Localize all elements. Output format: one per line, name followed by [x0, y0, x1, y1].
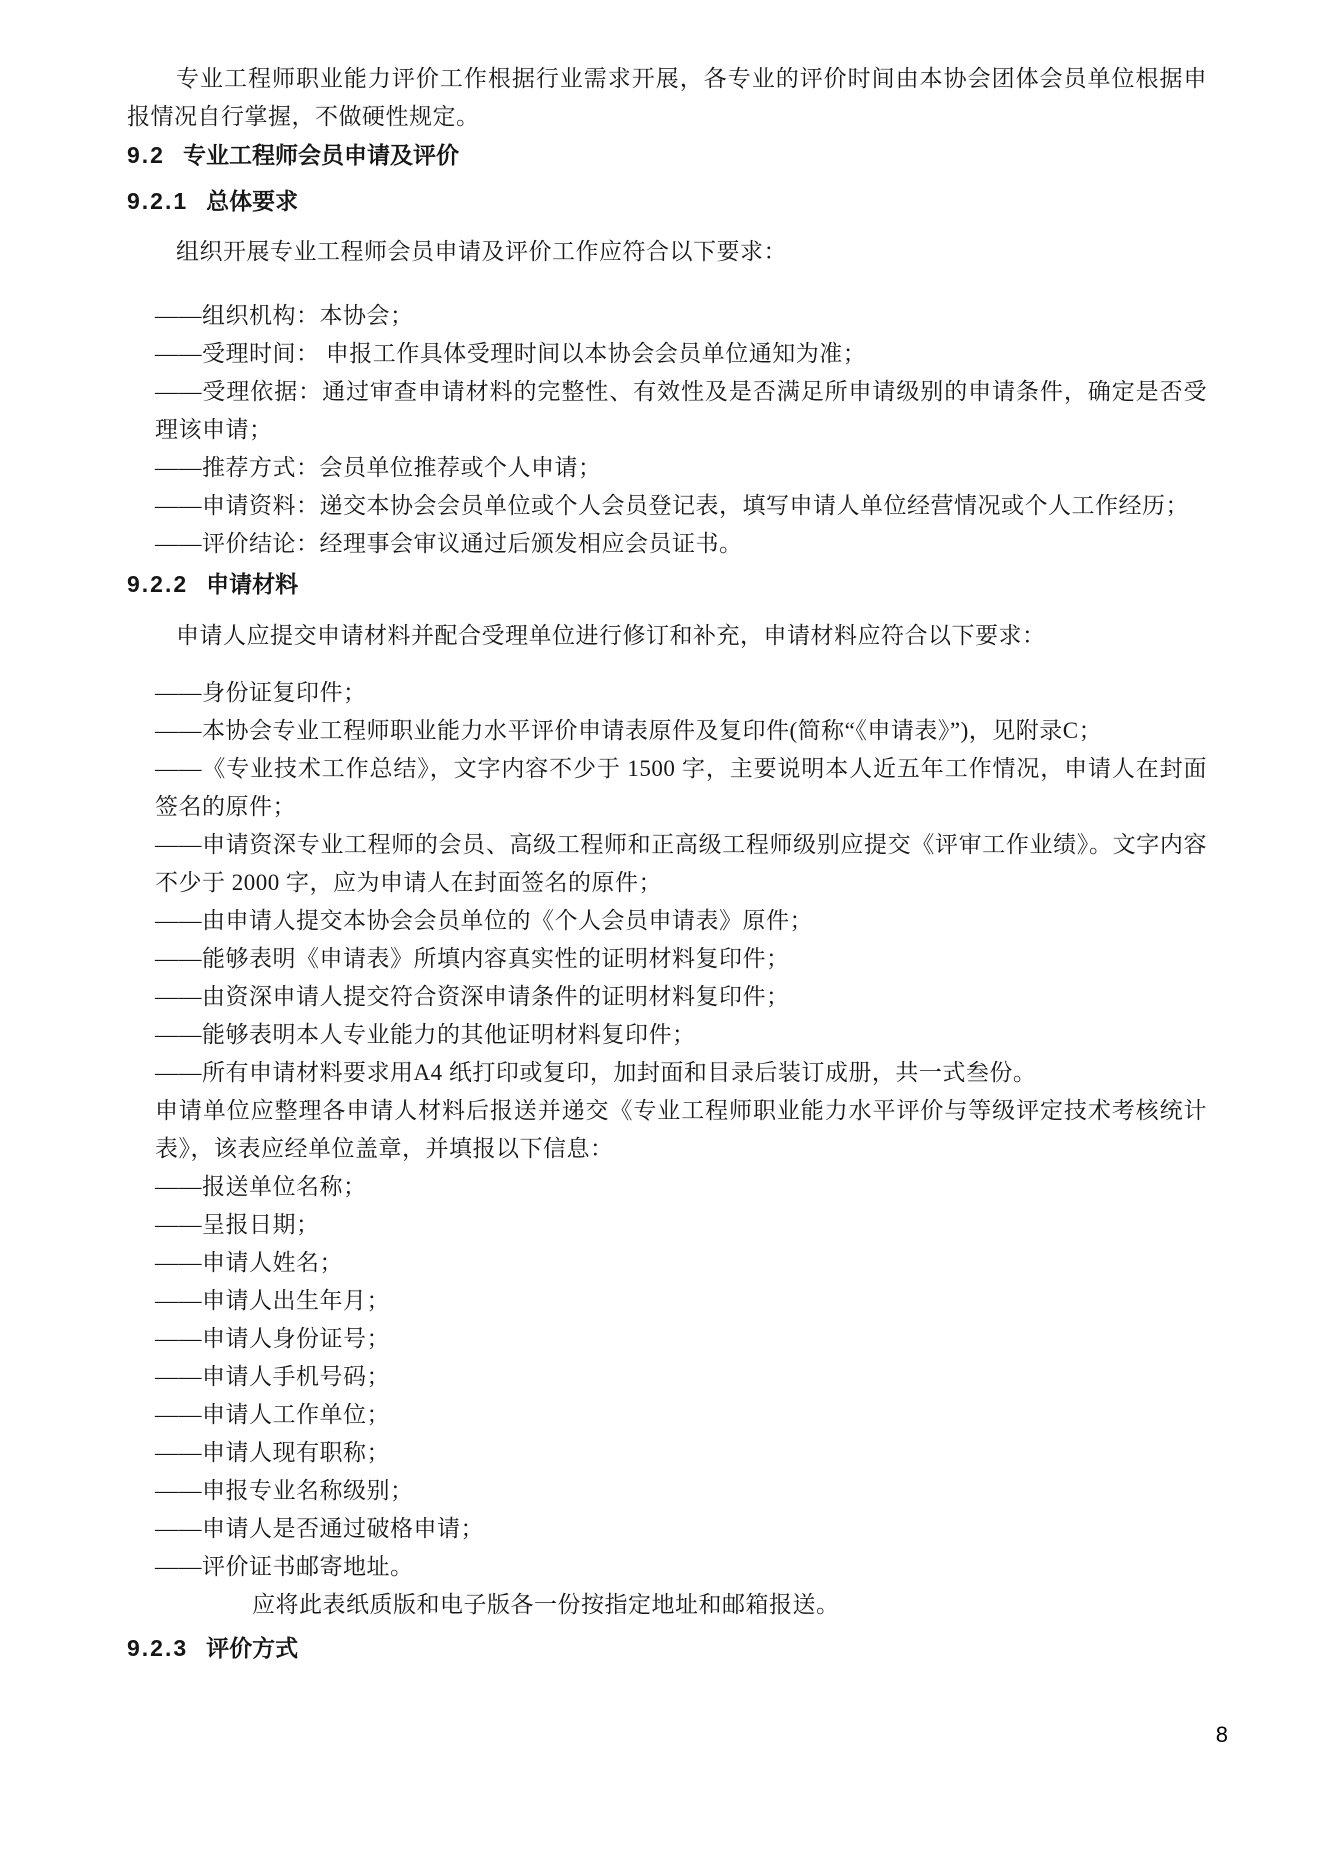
- list-item: ——推荐方式：会员单位推荐或个人申请；: [155, 455, 602, 480]
- section-number: 9.2.2: [127, 571, 189, 597]
- submission-note: 应将此表纸质版和电子版各一份按指定地址和邮箱报送。: [252, 1592, 840, 1617]
- list-item: ——本协会专业工程师职业能力水平评价申请表原件及复印件(简称“《申请表》”)，见附录C；: [155, 718, 1103, 743]
- list-item: ——所有申请材料要求用A4 纸打印或复印，加封面和目录后装订成册，共一式叁份。: [155, 1060, 1037, 1085]
- section-9-2-2-list: [155, 674, 1207, 1092]
- section-9-2-1-lead: 组织开展专业工程师会员申请及评价工作应符合以下要求：: [176, 239, 787, 264]
- list-item: ——申请资深专业工程师的会员、高级工程师和正高级工程师级别应提交《评审工作业绩》。文字内容不少于 2000 字，应为申请人在封面签名的原件；: [155, 832, 1207, 895]
- document-content: [127, 60, 1207, 1667]
- list-item: ——报送单位名称；: [155, 1174, 367, 1199]
- list-item: ——申请人手机号码；: [155, 1364, 390, 1389]
- list-item: ——由申请人提交本协会会员单位的《个人会员申请表》原件；: [155, 908, 813, 933]
- submission-paragraph: 申请单位应整理各申请人材料后报送并递交《专业工程师职业能力水平评价与等级评定技术考核统计表》，该表应经单位盖章，并填报以下信息：: [155, 1098, 1207, 1161]
- section-heading-9-2: [127, 136, 1207, 174]
- intro-paragraph: 专业工程师职业能力评价工作根据行业需求开展，各专业的评价时间由本协会团体会员单位根据申报情况自行掌握，不做硬性规定。: [127, 66, 1207, 129]
- list-item: ——评价证书邮寄地址。: [155, 1554, 414, 1579]
- list-item: ——申请人是否通过破格申请；: [155, 1516, 484, 1541]
- section-9-2-2-lead: 申请人应提交申请材料并配合受理单位进行修订和补充，申请材料应符合以下要求：: [176, 623, 1046, 648]
- list-item: ——受理依据：通过审查申请材料的完整性、有效性及是否满足所申请级别的申请条件，确定是否受理该申请；: [155, 379, 1207, 442]
- list-item: ——组织机构：本协会；: [155, 303, 414, 328]
- list-item: ——申请人出生年月；: [155, 1288, 390, 1313]
- section-heading-9-2-1: [127, 182, 1207, 220]
- list-item: ——能够表明本人专业能力的其他证明材料复印件；: [155, 1022, 696, 1047]
- list-item: ——《专业技术工作总结》，文字内容不少于 1500 字，主要说明本人近五年工作情况，申请人在封面签名的原件；: [155, 756, 1207, 819]
- list-item: ——申请人身份证号；: [155, 1326, 390, 1351]
- section-9-2-1-list: [155, 297, 1207, 563]
- list-item: ——申请人工作单位；: [155, 1402, 390, 1427]
- list-item: ——申请资料：递交本协会会员单位或个人会员登记表，填写申请人单位经营情况或个人工作经历；: [155, 493, 1189, 518]
- list-item: ——评价结论：经理事会审议通过后颁发相应会员证书。: [155, 531, 743, 556]
- list-item: ——受理时间： 申报工作具体受理时间以本协会会员单位通知为准；: [155, 341, 867, 366]
- section-number: 9.2.3: [127, 1635, 189, 1661]
- list-item: ——由资深申请人提交符合资深申请条件的证明材料复印件；: [155, 984, 790, 1009]
- section-title: 专业工程师会员申请及评价: [182, 142, 459, 168]
- list-item: ——申请人姓名；: [155, 1250, 343, 1275]
- section-number: 9.2: [127, 142, 165, 168]
- section-heading-9-2-3: [127, 1629, 1207, 1667]
- info-fields-list: [155, 1168, 1207, 1586]
- section-title: 申请材料: [206, 571, 299, 597]
- section-number: 9.2.1: [127, 188, 189, 214]
- list-item: ——身份证复印件；: [155, 680, 367, 705]
- section-title: 总体要求: [206, 188, 299, 214]
- section-title: 评价方式: [206, 1635, 299, 1661]
- section-heading-9-2-2: [127, 565, 1207, 603]
- list-item: ——申请人现有职称；: [155, 1440, 390, 1465]
- list-item: ——呈报日期；: [155, 1212, 320, 1237]
- page-number: 8: [1215, 1722, 1228, 1747]
- list-item: ——申报专业名称级别；: [155, 1478, 414, 1503]
- list-item: ——能够表明《申请表》所填内容真实性的证明材料复印件；: [155, 946, 790, 971]
